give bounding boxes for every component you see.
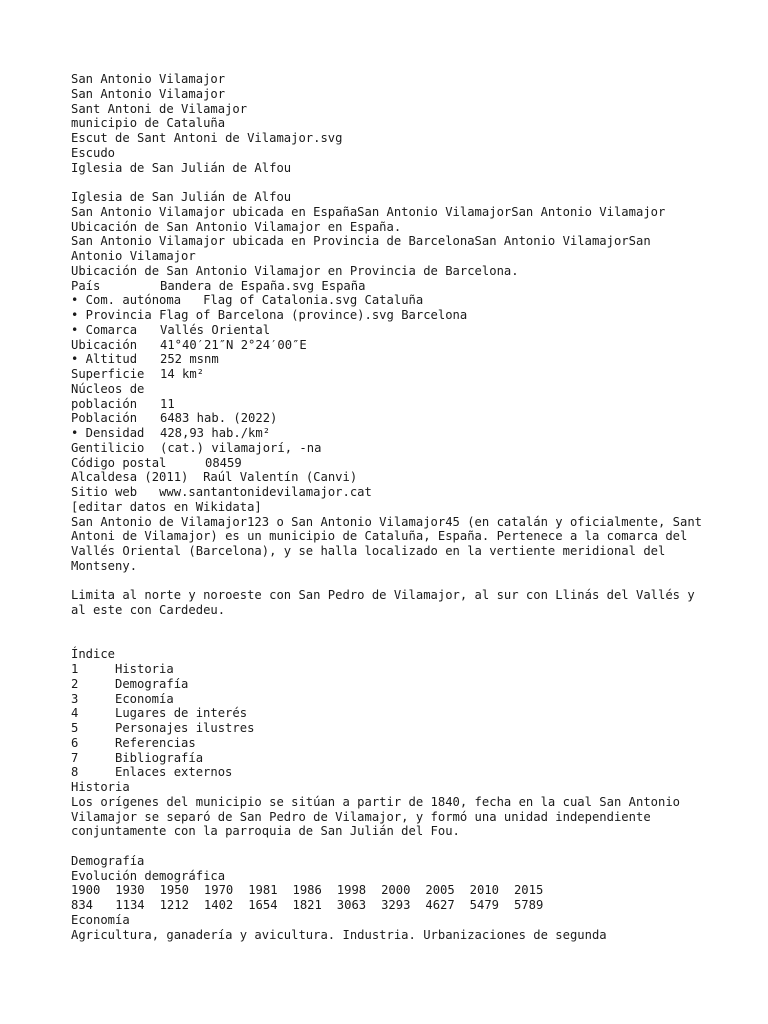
local-name-line: Sant Antoni de Vilamajor [71,101,248,116]
coordinates-value[interactable]: 41°40′21″N 2°24′00″E [160,337,307,352]
toc-label[interactable]: Lugares de interés [115,706,248,721]
table-of-contents [71,647,711,780]
infobox-key: Alcaldesa (2011) [71,470,189,485]
infobox-key: Superficie [71,367,145,381]
toc-item[interactable] [71,721,711,736]
toc-item[interactable] [71,706,711,721]
infobox-row-provincia [71,308,711,323]
infobox-value[interactable]: Flag of Barcelona (province).svg Barcelona [159,308,468,322]
infobox-row-sitio-web [71,485,711,500]
borders-paragraph: Limita al norte y noroeste con San Pedro de Vilamajor, al sur con Llinás del Vallés y al este con Cardedeu. [71,588,695,617]
toc-number: 7 [71,750,79,765]
province-map-alt[interactable]: San Antonio Vilamajor ubicada en Provincia de BarcelonaSan Antonio VilamajorSan [71,234,651,249]
year-cell: 2000 [381,883,411,898]
infobox-key: • Com. autónoma [71,293,182,308]
toc-label[interactable]: Economía [115,691,174,706]
infobox-value[interactable]: Vallés Oriental [160,322,271,337]
infobox-key: • Comarca [71,322,138,337]
infobox-key: • Altitud [71,352,138,367]
section-historia [71,780,711,839]
toc-label[interactable]: Referencias [115,735,196,750]
spacer [71,839,711,854]
year-cell: 2010 [469,883,500,898]
title-line: San Antonio Vilamajor [71,86,226,101]
toc-label[interactable]: Historia [115,662,174,676]
infobox-key: Ubicación [71,337,138,352]
province-map-caption: Ubicación de San Antonio Vilamajor en Provincia de Barcelona. [71,263,519,278]
table-caption: Evolución demográfica [71,868,226,883]
year-cell: 1981 [248,883,278,898]
toc-label[interactable]: Bibliografía [115,750,204,765]
infobox-row-nucleos [71,397,711,412]
toc-label[interactable]: Demografía [115,676,189,691]
toc-number: 5 [71,721,79,735]
infobox-key: Núcleos de [71,381,145,396]
year-cell: 1998 [336,883,367,898]
title-line: San Antonio Vilamajor [71,72,226,86]
population-cell: 3063 [336,898,367,912]
spain-map-caption: Ubicación de San Antonio Vilamajor en España. [71,219,402,234]
population-values-row [71,898,711,913]
toc-item[interactable] [71,751,711,766]
toc-item[interactable] [71,736,711,751]
infobox-row-superficie [71,367,711,382]
infobox [71,279,711,515]
infobox-row-altitud [71,352,711,367]
population-cell: 1402 [203,898,234,912]
population-cell: 1821 [292,898,322,912]
subtitle-line: municipio de Cataluña [71,116,226,131]
infobox-row-gentilicio [71,441,711,456]
section-text: Agricultura, ganadería y avicultura. Industria. Urbanizaciones de segunda [71,927,607,942]
population-cell: 834 [71,898,94,912]
year-cell: 1986 [292,883,322,898]
infobox-row-pais [71,279,711,294]
section-demografia [71,854,711,913]
infobox-value: 14 km² [160,367,205,381]
toc-item[interactable] [71,765,711,780]
toc-label[interactable]: Personajes ilustres [115,721,255,735]
toc-item[interactable] [71,662,711,677]
infobox-key: Código postal [71,455,167,470]
infobox-key: Población [71,411,138,426]
population-cell: 1134 [115,898,145,912]
infobox-key: • Provincia [71,308,152,322]
population-cell: 1654 [248,898,278,912]
toc-number: 6 [71,735,79,750]
toc-item[interactable] [71,677,711,692]
infobox-value: 08459 [205,455,242,470]
infobox-row-comarca [71,323,711,338]
coat-of-arms-file[interactable]: Escut de Sant Antoni de Vilamajor.svg [71,131,343,145]
image-caption: Iglesia de San Julián de Alfou [71,190,292,204]
infobox-key: población [71,396,138,411]
infobox-value[interactable]: Flag of Catalonia.svg Cataluña [203,293,424,308]
infobox-value[interactable]: Bandera de España.svg España [160,278,366,293]
year-cell: 1970 [203,883,234,898]
infobox-row-poblacion [71,411,711,426]
infobox-row-densidad [71,426,711,441]
toc-number: 8 [71,765,79,780]
infobox-key: Gentilicio [71,440,145,455]
intro-paragraph: San Antonio de Vilamajor123 o San Antonio Vilamajor45 (en catalán y oficialmente, Sant Antoni de Vilamajor) es un municipio de Cataluña, España. Pertenece a la comarca del Vallés Oriental (Barcelona), y se halla localizado en la vertiente meridional del Montseny. [71,514,703,573]
infobox-row-codigo-postal [71,456,711,471]
year-cell: 2015 [513,883,544,898]
edit-wikidata-link[interactable]: [editar datos en Wikidata] [71,499,262,514]
infobox-value: 6483 hab. (2022) [160,411,278,426]
infobox-row-ubicacion [71,338,711,353]
toc-label[interactable]: Enlaces externos [115,765,233,780]
infobox-value: 252 msnm [160,352,219,367]
coat-of-arms-caption: Escudo [71,145,116,160]
infobox-value: 428,93 hab./km² [160,426,271,440]
infobox-value[interactable]: Raúl Valentín (Canvi) [203,470,358,485]
location-maps [71,190,711,279]
toc-number: 4 [71,706,79,721]
spain-map-alt[interactable]: San Antonio Vilamajor ubicada en EspañaSan Antonio VilamajorSan Antonio Vilamajor [71,204,666,219]
population-cell: 3293 [381,898,411,912]
section-text: Los orígenes del municipio se sitúan a partir de 1840, fecha en la cual San Antonio Vilamajor se separó de San Pedro de Vilamajor, y formó una unidad independiente conjuntamente con la parroquia de San Julián del Fou. [71,794,681,839]
year-cell: 1900 [71,883,101,898]
infobox-row-com-autonoma [71,293,711,308]
infobox-key: Sitio web [71,485,138,499]
infobox-key: • Densidad [71,426,145,440]
infobox-value: 11 [160,396,175,411]
population-cell: 5789 [513,898,544,912]
toc-title: Índice [71,647,116,662]
section-heading: Economía [71,912,130,927]
year-cell: 2005 [425,883,455,898]
population-cell: 4627 [425,898,455,912]
year-cell: 1930 [115,883,145,898]
document-body [71,72,711,942]
spacer [71,175,711,190]
province-map-alt-cont[interactable]: Antonio Vilamajor [71,249,196,263]
population-cell: 5479 [469,898,500,912]
population-years-row [71,883,711,898]
section-heading: Historia [71,780,130,794]
website-link[interactable]: www.santantonidevilamajor.cat [159,485,372,499]
population-cell: 1212 [159,898,189,912]
section-economia [71,913,711,943]
year-cell: 1950 [159,883,189,898]
title-block [71,72,711,175]
spacer [71,574,711,589]
infobox-key: País [71,278,101,293]
toc-number: 1 [71,662,79,676]
spacer [71,618,711,648]
toc-number: 2 [71,676,79,691]
infobox-row-alcaldesa [71,470,711,485]
toc-item[interactable] [71,692,711,707]
toc-number: 3 [71,691,79,706]
photo-caption: Iglesia de San Julián de Alfou [71,160,292,175]
section-heading: Demografía [71,853,145,868]
infobox-value: (cat.) vilamajorí, -na [160,440,322,455]
